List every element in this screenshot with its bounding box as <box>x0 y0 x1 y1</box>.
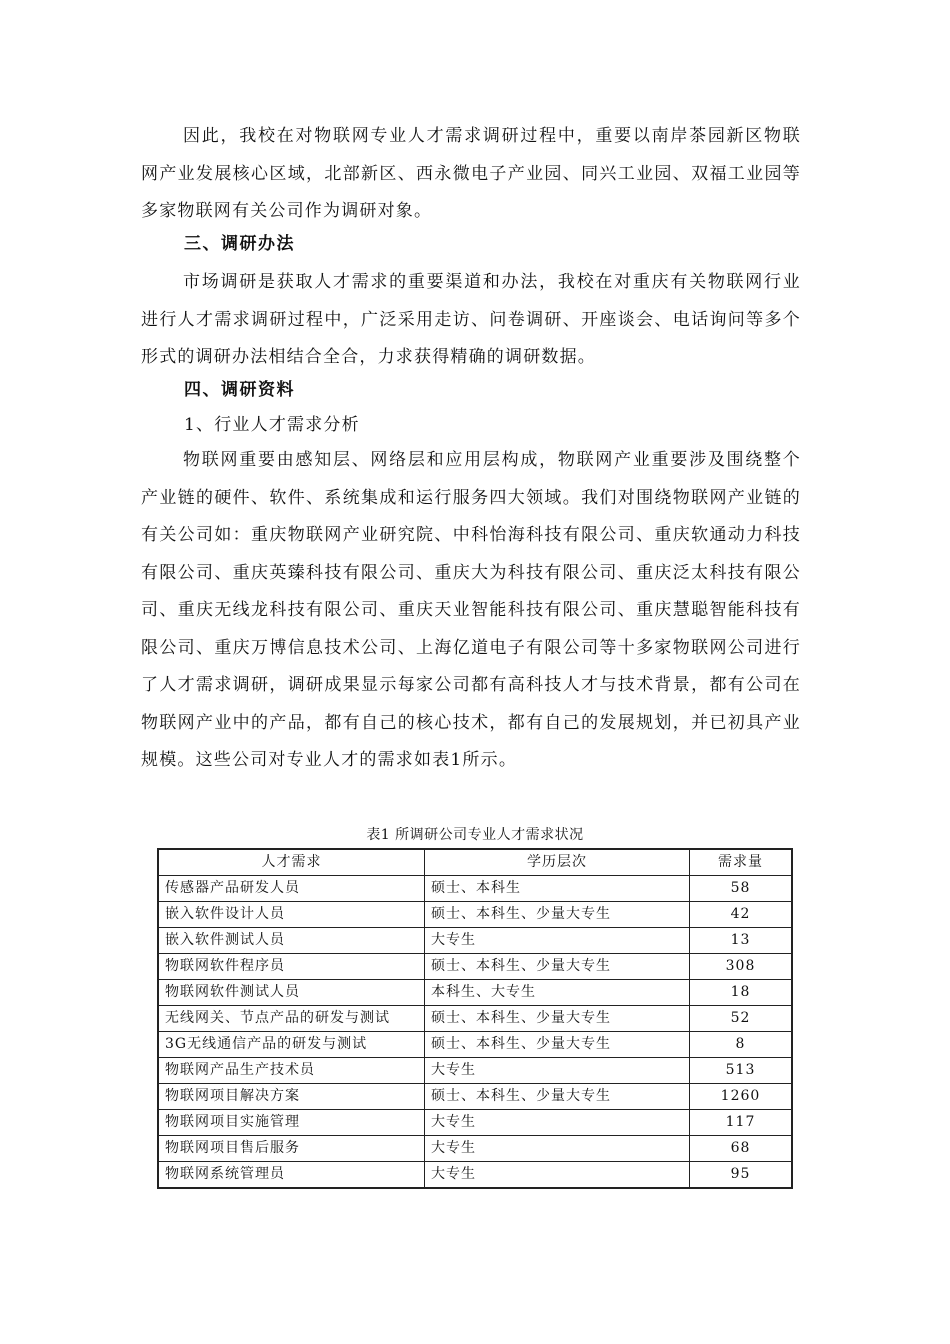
cell-education: 大专生 <box>425 1058 690 1084</box>
cell-quantity: 68 <box>690 1136 793 1162</box>
cell-education: 大专生 <box>425 1162 690 1189</box>
cell-education: 本科生、大专生 <box>425 980 690 1006</box>
cell-education: 硕士、本科生 <box>425 876 690 902</box>
cell-education: 大专生 <box>425 928 690 954</box>
cell-education: 硕士、本科生、少量大专生 <box>425 1006 690 1032</box>
cell-talent: 物联网产品生产技术员 <box>158 1058 425 1084</box>
table-row <box>158 1006 792 1032</box>
cell-talent: 嵌入软件设计人员 <box>158 902 425 928</box>
cell-talent: 物联网软件程序员 <box>158 954 425 980</box>
cell-quantity: 18 <box>690 980 793 1006</box>
table-row <box>158 1136 792 1162</box>
table-row <box>158 1032 792 1058</box>
paragraph-industry-analysis: 物联网重要由感知层、网络层和应用层构成，物联网产业重要涉及围绕整个产业链的硬件、软件、系统集成和运行服务四大领域。我们对围绕物联网产业链的有关公司如：重庆物联网产业研究院、中科怡海科技有限公司、重庆软通动力科技有限公司、重庆英臻科技有限公司、重庆大为科技有限公司、重庆泛太科技有限公司、重庆无线龙科技有限公司、重庆天业智能科技有限公司、重庆慧聪智能科技有限公司、重庆万博信息技术公司、上海亿道电子有限公司等十多家物联网公司进行了人才需求调研，调研成果显示每家公司都有高科技人才与技术背景，都有公司在物联网产业中的产品，都有自己的核心技术，都有自己的发展规划，并已初具产业规模。这些公司对专业人才的需求如表1所示。 <box>141 450 801 770</box>
table-row <box>158 1110 792 1136</box>
cell-education: 硕士、本科生、少量大专生 <box>425 902 690 928</box>
subheading-industry-analysis: 1、行业人才需求分析 <box>184 415 360 435</box>
cell-education: 硕士、本科生、少量大专生 <box>425 1032 690 1058</box>
cell-quantity: 308 <box>690 954 793 980</box>
cell-education: 硕士、本科生、少量大专生 <box>425 954 690 980</box>
cell-talent: 物联网项目实施管理 <box>158 1110 425 1136</box>
table-row <box>158 1084 792 1110</box>
table-row <box>158 1162 792 1189</box>
header-education-level: 学历层次 <box>425 849 690 876</box>
cell-quantity: 8 <box>690 1032 793 1058</box>
table-caption: 表1 所调研公司专业人才需求状况 <box>366 827 584 843</box>
cell-quantity: 1260 <box>690 1084 793 1110</box>
table-row <box>158 1058 792 1084</box>
cell-quantity: 58 <box>690 876 793 902</box>
table-row <box>158 876 792 902</box>
cell-talent: 物联网项目售后服务 <box>158 1136 425 1162</box>
cell-quantity: 13 <box>690 928 793 954</box>
cell-quantity: 117 <box>690 1110 793 1136</box>
cell-talent: 物联网软件测试人员 <box>158 980 425 1006</box>
cell-talent: 物联网系统管理员 <box>158 1162 425 1189</box>
paragraph-research-targets: 因此，我校在对物联网专业人才需求调研过程中，重要以南岸茶园新区物联网产业发展核心区域，北部新区、西永微电子产业园、同兴工业园、双福工业园等多家物联网有关公司作为调研对象。 <box>141 126 801 221</box>
cell-talent: 传感器产品研发人员 <box>158 876 425 902</box>
heading-research-methods: 三、调研办法 <box>184 234 295 254</box>
heading-research-materials: 四、调研资料 <box>184 380 295 400</box>
header-talent-demand: 人才需求 <box>158 849 425 876</box>
table-row <box>158 902 792 928</box>
cell-talent: 嵌入软件测试人员 <box>158 928 425 954</box>
cell-quantity: 42 <box>690 902 793 928</box>
cell-quantity: 52 <box>690 1006 793 1032</box>
cell-education: 大专生 <box>425 1110 690 1136</box>
cell-talent: 物联网项目解决方案 <box>158 1084 425 1110</box>
cell-education: 硕士、本科生、少量大专生 <box>425 1084 690 1110</box>
talent-demand-table <box>157 848 793 1189</box>
cell-quantity: 513 <box>690 1058 793 1084</box>
table-row <box>158 954 792 980</box>
cell-education: 大专生 <box>425 1136 690 1162</box>
cell-talent: 3G无线通信产品的研发与测试 <box>158 1032 425 1058</box>
cell-quantity: 95 <box>690 1162 793 1189</box>
paragraph-research-methods: 市场调研是获取人才需求的重要渠道和办法，我校在对重庆有关物联网行业进行人才需求调研过程中，广泛采用走访、问卷调研、开座谈会、电话询问等多个形式的调研办法相结合全合，力求获得精确的调研数据。 <box>141 272 801 367</box>
header-demand-quantity: 需求量 <box>690 849 793 876</box>
table-header-row <box>158 849 792 876</box>
table-row <box>158 980 792 1006</box>
cell-talent: 无线网关、节点产品的研发与测试 <box>158 1006 425 1032</box>
table-row <box>158 928 792 954</box>
